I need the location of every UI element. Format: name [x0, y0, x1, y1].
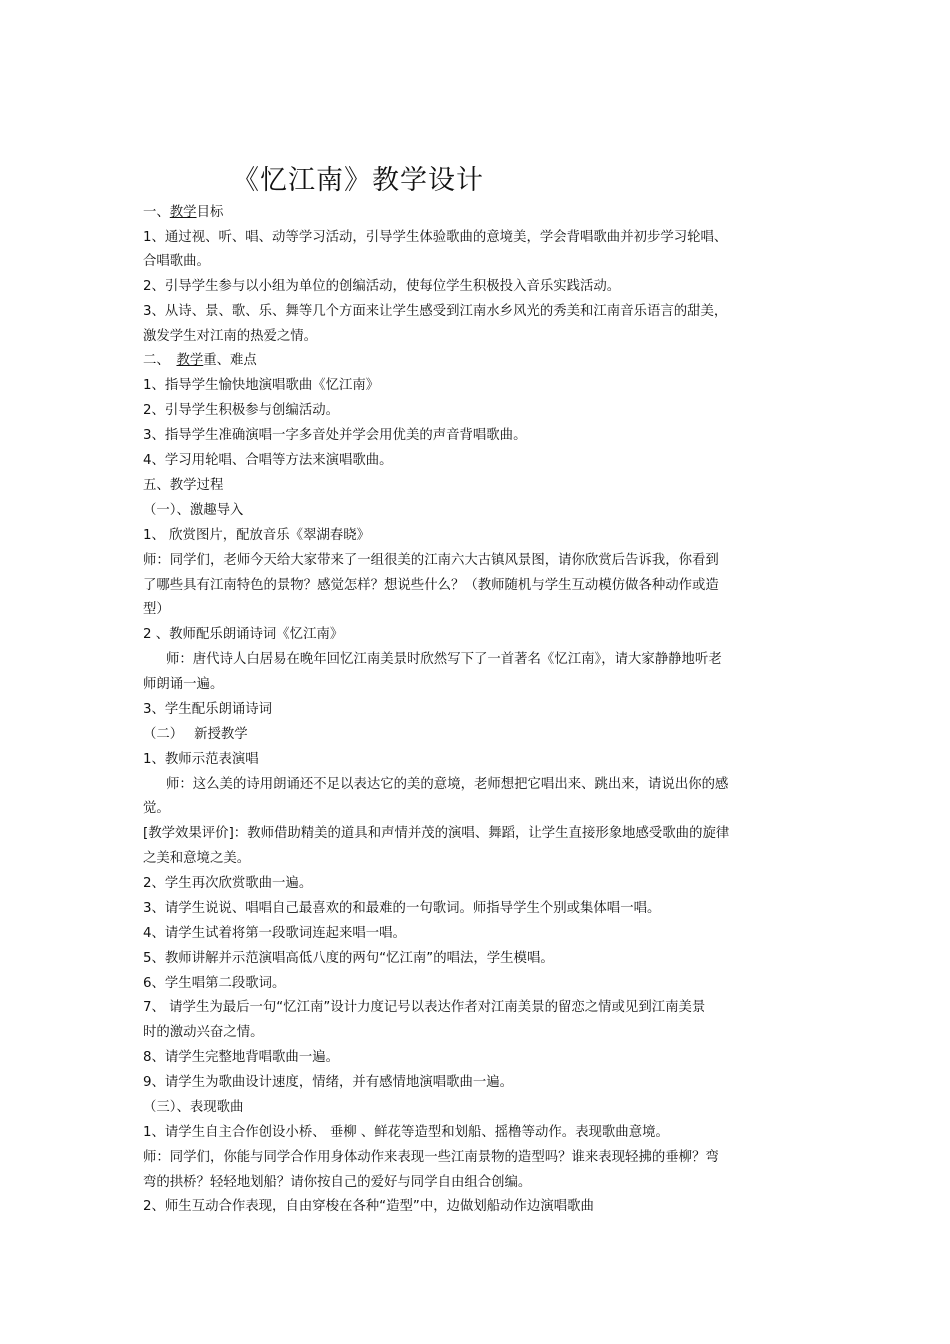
text-line: 2、学生再次欣赏歌曲一遍。: [143, 876, 313, 891]
text-line: 8、请学生完整地背唱歌曲一遍。: [143, 1050, 339, 1065]
text-line: （一）、激趣导入: [143, 503, 244, 518]
text-line: 1、通过视、听、唱、动等学习活动，引导学生体验歌曲的意境美，学会背唱歌曲并初步学习轮唱、: [143, 230, 728, 245]
text-line: 9、请学生为歌曲设计速度，情绪，并有感情地演唱歌曲一遍。: [143, 1075, 514, 1090]
text-line: 7、 请学生为最后一句“忆江南”设计力度记号以表达作者对江南美景的留恋之情或见到江南美景: [143, 1000, 706, 1015]
text-line: 型）: [143, 602, 170, 617]
heading-underlined: 教学: [176, 353, 204, 368]
text-line: 之美和意境之美。: [143, 851, 251, 866]
text-line: 3、学生配乐朗诵诗词: [143, 702, 273, 717]
text-line: 时的激动兴奋之情。: [143, 1025, 264, 1040]
text-line: （二） 新授教学: [143, 727, 248, 742]
text-line: 4、请学生试着将第一段歌词连起来唱一唱。: [143, 926, 406, 941]
text-line: （三）、表现歌曲: [143, 1100, 244, 1115]
text-line: 1、教师示范表演唱: [143, 752, 259, 767]
text-line: 5、教师讲解并示范演唱高低八度的两句“忆江南”的唱法，学生模唱。: [143, 951, 554, 966]
heading-prefix: 二、: [143, 353, 177, 368]
heading-prefix: 一、: [143, 205, 170, 220]
text-line: 了哪些具有江南特色的景物？感觉怎样？想说些什么？（教师随机与学生互动模仿做各种动作或造: [143, 578, 719, 593]
text-line: 师：同学们，老师今天给大家带来了一组很美的江南六大古镇风景图，请你欣赏后告诉我，你看到: [143, 553, 719, 568]
text-line: 1、指导学生愉快地演唱歌曲《忆江南》: [143, 378, 380, 393]
text-line: 师：唐代诗人白居易在晚年回忆江南美景时欣然写下了一首著名《忆江南》，请大家静静地听老: [166, 652, 722, 667]
text-line: 觉。: [143, 801, 170, 816]
heading-underlined: 教学: [169, 205, 197, 220]
text-line: 激发学生对江南的热爱之情。: [143, 329, 318, 344]
text-line: 3、从诗、景、歌、乐、舞等几个方面来让学生感受到江南水乡风光的秀美和江南音乐语言的甜美，: [143, 304, 728, 319]
text-line: 2、引导学生积极参与创编活动。: [143, 403, 339, 418]
text-line: 3、指导学生准确演唱一字多音处并学会用优美的声音背唱歌曲。: [143, 428, 527, 443]
text-line: 2 、教师配乐朗诵诗词《忆江南》: [143, 627, 344, 642]
text-line: 师：这么美的诗用朗诵还不足以表达它的美的意境，老师想把它唱出来、跳出来，请说出你的感: [166, 777, 729, 792]
text-line: [教学效果评价]：教师借助精美的道具和声情并茂的演唱、舞蹈，让学生直接形象地感受歌曲的旋律: [143, 826, 730, 841]
text-line: 弯的拱桥？轻轻地划船？请你按自己的爱好与同学自由组合创编。: [143, 1175, 532, 1190]
text-line: 2、引导学生参与以小组为单位的创编活动，使每位学生积极投入音乐实践活动。: [143, 279, 621, 294]
heading-rest: 重、难点: [203, 353, 257, 368]
text-line: 6、学生唱第二段歌词。: [143, 976, 286, 991]
text-line: 3、请学生说说、唱唱自己最喜欢的和最难的一句歌词。师指导学生个别或集体唱一唱。: [143, 901, 661, 916]
text-line: 1、 欣赏图片，配放音乐《翠湖春晓》: [143, 528, 371, 543]
section-heading-process: 五、教学过程: [143, 478, 224, 493]
text-line: 师朗诵一遍。: [143, 677, 224, 692]
text-line: 师：同学们，你能与同学合作用身体动作来表现一些江南景物的造型吗？谁来表现轻拂的垂柳？弯: [143, 1150, 719, 1165]
section-heading-objectives: [143, 204, 223, 222]
heading-rest: 目标: [196, 205, 224, 220]
text-line: 合唱歌曲。: [143, 254, 210, 269]
text-line: 4、学习用轮唱、合唱等方法来演唱歌曲。: [143, 453, 393, 468]
text-line: 1、请学生自主合作创设小桥、 垂柳 、鲜花等造型和划船、摇橹等动作。表现歌曲意境。: [143, 1125, 669, 1140]
document-title: 《忆江南》教学设计: [232, 165, 484, 196]
text-line: 2、师生互动合作表现，自由穿梭在各种“造型”中，边做划船动作边演唱歌曲: [143, 1199, 594, 1214]
section-heading-keypoints: [143, 352, 257, 370]
